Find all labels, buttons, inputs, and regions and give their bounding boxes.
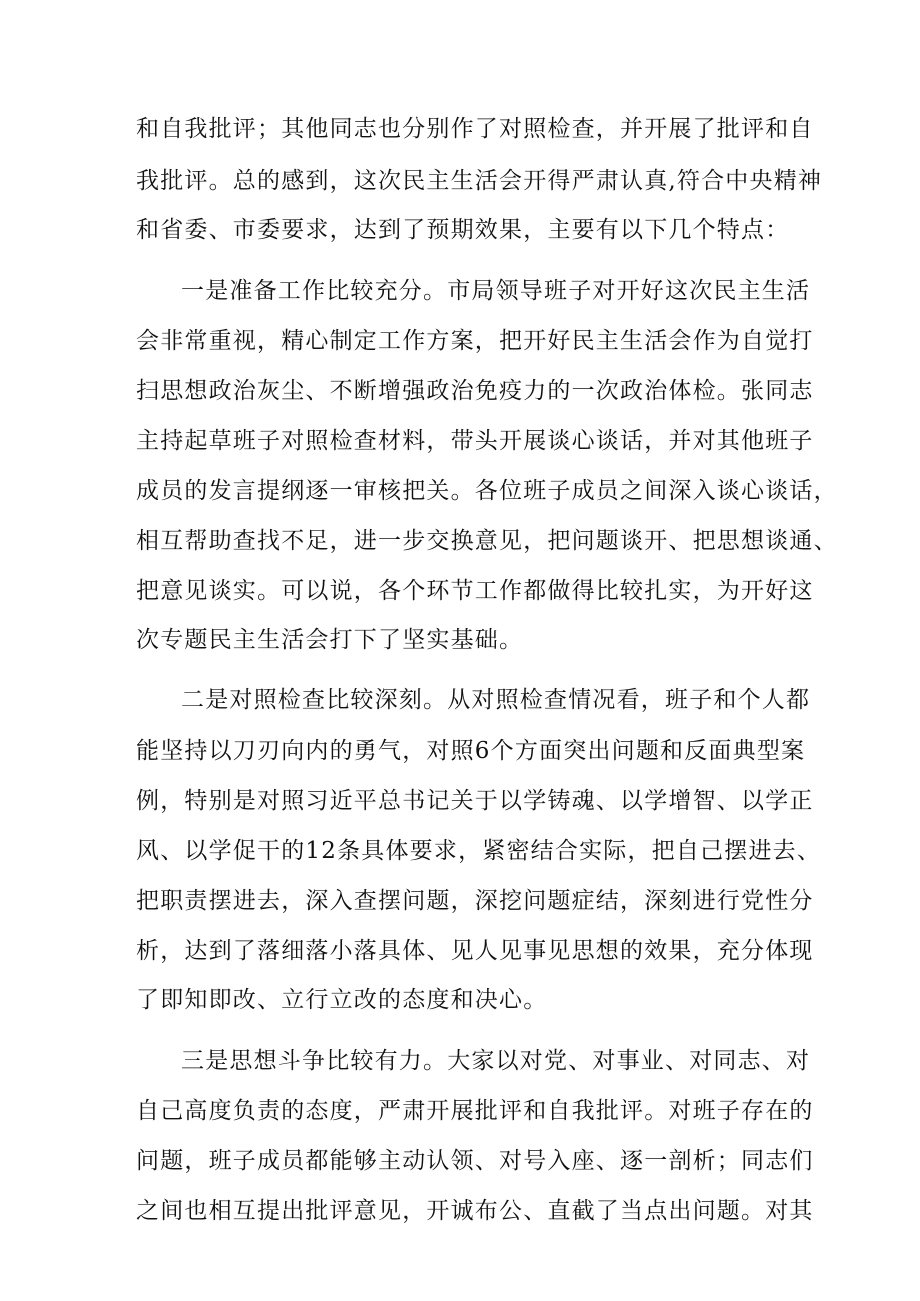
text-line: 主持起草班子对照检查材料，带头开展谈心谈话，并对其他班子 bbox=[136, 428, 814, 454]
text-line: 把职责摆进去，深入查摆问题，深挖问题症结，深刻进行党性分 bbox=[136, 888, 814, 914]
text-line: 和省委、市委要求，达到了预期效果，主要有以下几个特点： bbox=[136, 217, 790, 243]
text-line: 之间也相互提出批评意见，开诚布公、直截了当点出问题。对其 bbox=[136, 1198, 814, 1224]
text-line: 一是准备工作比较充分。市局领导班子对开好这次民主生活 bbox=[181, 278, 811, 304]
text-line: 风、以学促干的12条具体要求，紧密结合实际，把自己摆进去、 bbox=[136, 838, 822, 864]
text-line: 例，特别是对照习近平总书记关于以学铸魂、以学增智、以学正 bbox=[136, 788, 814, 814]
text-line: 扫思想政治灰尘、不断增强政治免疫力的一次政治体检。张同志 bbox=[136, 378, 814, 404]
text-line: 相互帮助查找不足，进一步交换意见，把问题谈开、把思想谈通、 bbox=[136, 528, 838, 554]
text-line: 会非常重视，精心制定工作方案，把开好民主生活会作为自觉打 bbox=[136, 328, 814, 354]
text-line: 三是思想斗争比较有力。大家以对党、对事业、对同志、对 bbox=[181, 1048, 811, 1074]
text-line: 析，达到了落细落小落具体、见人见事见思想的效果，充分体现 bbox=[136, 938, 814, 964]
text-line: 二是对照检查比较深刻。从对照检查情况看，班子和个人都 bbox=[181, 687, 811, 713]
text-line: 能坚持以刀刃向内的勇气，对照6个方面突出问题和反面典型案 bbox=[136, 738, 806, 764]
text-line: 成员的发言提纲逐一审核把关。各位班子成员之间深入谈心谈话， bbox=[136, 478, 838, 504]
text-line: 我批评。总的感到，这次民主生活会开得严肃认真,符合中央精神 bbox=[136, 168, 823, 194]
text-line: 了即知即改、立行立改的态度和决心。 bbox=[136, 987, 548, 1013]
text-line: 和自我批评；其他同志也分别作了对照检查，并开展了批评和自 bbox=[136, 116, 814, 142]
text-line: 问题，班子成员都能够主动认领、对号入座、逐一剖析；同志们 bbox=[136, 1148, 814, 1174]
text-line: 次专题民主生活会打下了坚实基础。 bbox=[136, 627, 524, 653]
text-line: 把意见谈实。可以说，各个环节工作都做得比较扎实，为开好这 bbox=[136, 578, 814, 604]
text-line: 自己高度负责的态度，严肃开展批评和自我批评。对班子存在的 bbox=[136, 1098, 814, 1124]
